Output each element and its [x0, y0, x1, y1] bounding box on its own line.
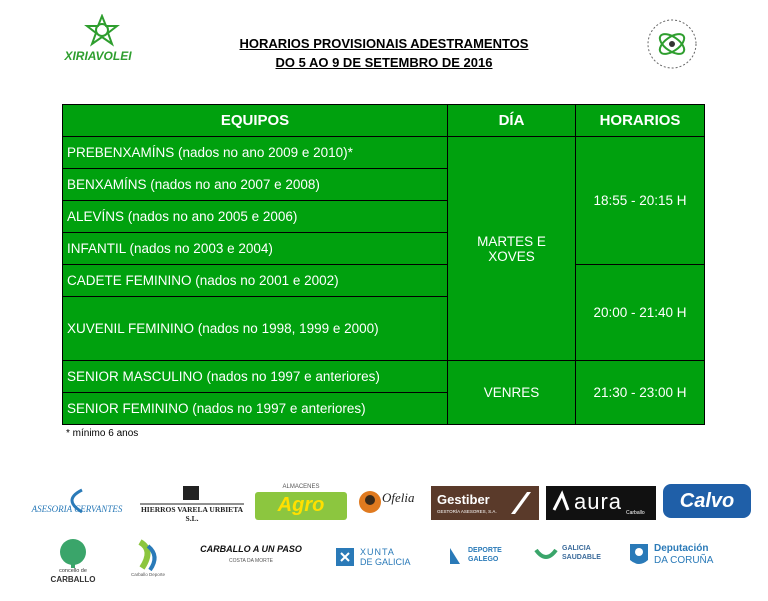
sponsor-text: Deputación — [654, 543, 709, 554]
time-cell: 21:30 - 23:00 H — [576, 361, 705, 425]
page-title-line2: DO 5 AO 9 DE SETEMBRO DE 2016 — [275, 55, 493, 70]
sponsor-text-small: GESTORÍA ASESORES, S.A. — [437, 509, 497, 514]
team-cell: INFANTIL (nados no 2003 e 2004) — [63, 233, 448, 265]
sponsor-text-small: Carballo — [626, 510, 645, 516]
sponsor-text: Calvo — [679, 489, 735, 512]
sponsor-text: XUNTA — [360, 547, 395, 557]
day-cell: VENRES — [448, 361, 576, 425]
header-equipos: EQUIPOS — [63, 105, 448, 137]
sponsor-hierros-varela — [138, 484, 246, 522]
team-cell: SENIOR FEMININO (nados no 1997 e anteriores) — [63, 393, 448, 425]
sponsor-galicia-saudable — [532, 542, 612, 568]
page-title-line1: HORARIOS PROVISIONAIS ADESTRAMENTOS — [239, 36, 529, 51]
sponsor-text: HIERROS VARELA URBIETA S.L. — [140, 505, 244, 523]
sponsor-text: DEPORTE — [468, 547, 502, 554]
schedule-table — [62, 104, 705, 425]
sponsor-text-small: ALMACENES — [282, 484, 320, 490]
sponsor-deputacion-coruna — [626, 538, 722, 570]
sponsor-ofelia — [356, 484, 424, 522]
sponsor-concello-carballo — [44, 536, 102, 586]
sponsor-text-small: COSTA DA MORTE — [229, 558, 273, 564]
team-cell: CADETE FEMININO (nados no 2001 e 2002) — [63, 265, 448, 297]
sponsor-text: Carballo Deporte — [130, 572, 166, 577]
xiriavolei-logo — [60, 14, 136, 64]
day-cell: MARTES E XOVES — [448, 137, 576, 361]
sponsor-text-small: concello de — [59, 568, 87, 574]
sponsor-text: ASESORIA CERVANTES — [31, 504, 123, 514]
time-cell: 20:00 - 21:40 H — [576, 265, 705, 361]
sponsor-text: Ofelia — [382, 490, 415, 505]
header-horarios: HORARIOS — [576, 105, 705, 137]
sponsor-text: CARBALLO A UN PASO — [200, 544, 302, 554]
footnote: * mínimo 6 anos — [66, 428, 139, 439]
sponsor-xunta-de-galicia — [334, 544, 426, 568]
team-cell: ALEVÍNS (nados no ano 2005 e 2006) — [63, 201, 448, 233]
sponsor-text: CARBALLO — [50, 575, 96, 584]
sponsor-text-2: DE GALICIA — [360, 557, 411, 567]
team-cell: XUVENIL FEMININO (nados no 1998, 1999 e 2000) — [63, 297, 448, 361]
sponsor-carballo-deporte — [120, 538, 176, 582]
sponsor-agro — [253, 484, 349, 522]
sponsor-aura — [546, 486, 656, 520]
team-cell: SENIOR MASCULINO (nados no 1997 e anteriores) — [63, 361, 448, 393]
sponsor-text: aura — [574, 489, 623, 514]
sponsor-deporte-galego — [446, 544, 516, 568]
sponsor-calvo — [663, 484, 751, 518]
sponsor-asesoria-cervantes — [22, 486, 132, 522]
header-dia: DÍA — [448, 105, 576, 137]
sponsor-carballo-a-un-paso — [196, 542, 306, 568]
sponsor-text-2: GALEGO — [468, 556, 499, 563]
sponsor-gestiber — [431, 486, 539, 520]
team-cell: PREBENXAMÍNS (nados no ano 2009 e 2010)* — [63, 137, 448, 169]
team-cell: BENXAMÍNS (nados no ano 2007 e 2008) — [63, 169, 448, 201]
sponsor-text: Agro — [277, 494, 325, 516]
sponsor-text: Gestiber — [437, 492, 490, 507]
xiriavolei-logo-text: XIRIAVOLEI — [64, 49, 132, 63]
sponsor-text: GALICIA — [562, 545, 591, 552]
association-logo — [640, 18, 704, 70]
sponsor-text-2: SAUDABLE — [562, 554, 601, 561]
sponsor-text-2: DA CORUÑA — [654, 555, 714, 566]
time-cell: 18:55 - 20:15 H — [576, 137, 705, 265]
